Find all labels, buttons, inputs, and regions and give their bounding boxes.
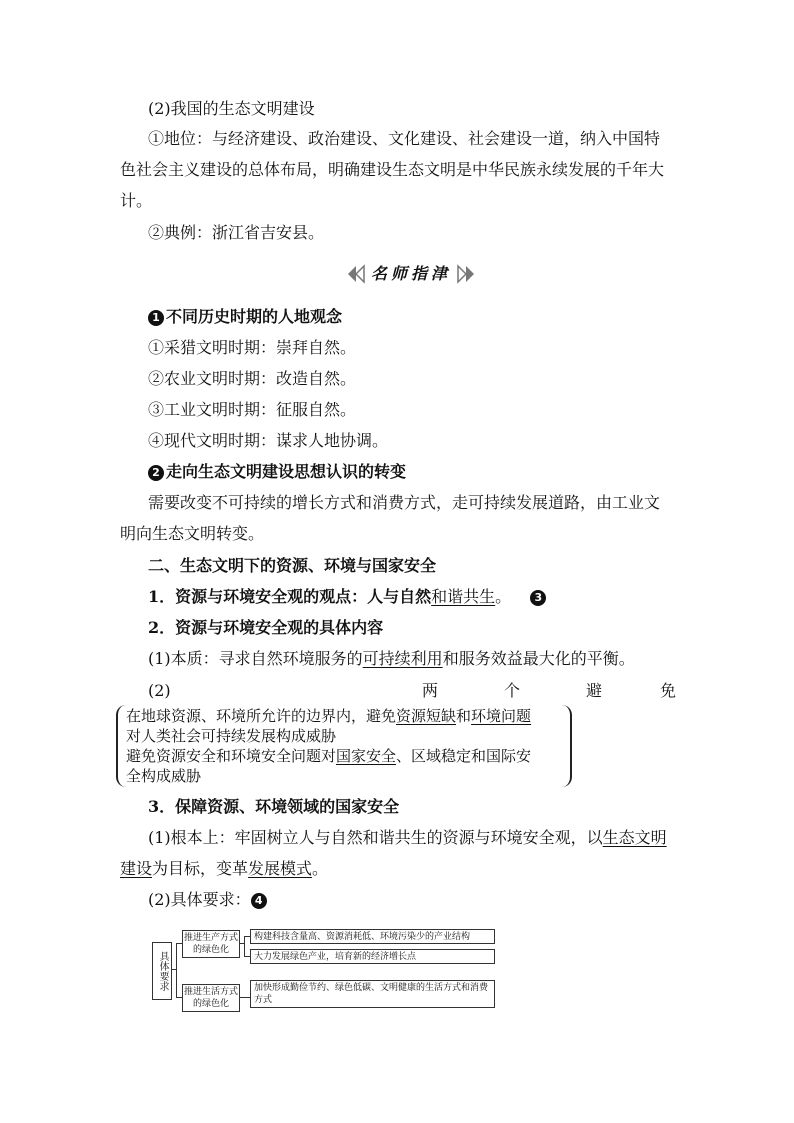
point-3-1-underline: 生态文明 — [602, 828, 667, 847]
tip2-line-1: 需要改变不可持续的增长方式和消费方式，走可持续发展道路，由工业文 — [148, 493, 661, 512]
point-3-1-suffix: 。 — [312, 859, 329, 878]
point-1-underline: 和谐共生 — [431, 587, 496, 606]
brace-text: 在地球资源、环境所允许的边界内，避免 — [126, 707, 397, 725]
point-2-1-suffix: 和服务效益最大化的平衡。 — [442, 649, 635, 668]
tip1-title: 不同历史时期的人地观念 — [166, 307, 343, 326]
brace-text: 避免资源安全和环境安全问题对 — [126, 747, 337, 765]
brace-text: 、区域稳定和国际安 — [396, 747, 532, 765]
requirements-diagram — [152, 928, 497, 1008]
status-line-2: 色社会主义建设的总体布局，明确建设生态文明是中华民族永续发展的千年大 — [120, 160, 665, 179]
brace-line-1 — [126, 706, 531, 726]
status-line-3: 计。 — [120, 191, 153, 210]
point-3-2-text: (2)具体要求： — [148, 890, 251, 909]
diagram-connector — [176, 943, 177, 998]
brace-underline: 环境问题 — [471, 707, 532, 725]
tip2-heading — [148, 461, 406, 483]
tip1-heading — [148, 306, 342, 328]
part2-title: 二、生态文明下的资源、环境与国家安全 — [148, 556, 437, 575]
tip1-item: ①采猎文明时期：崇拜自然。 — [148, 338, 357, 357]
point-3-1-mid: 为目标，变革 — [152, 859, 249, 878]
diagram-connector — [239, 997, 250, 998]
tip1-item: ②农业文明时期：改造自然。 — [148, 369, 357, 388]
teacher-tips-banner — [346, 262, 476, 286]
brace-line-2: 对人类社会可持续发展构成威胁 — [126, 727, 337, 745]
point-2-title: 2．资源与环境安全观的具体内容 — [148, 618, 384, 637]
tip1-item: ④现代文明时期：谋求人地协调。 — [148, 431, 389, 450]
point-1-prefix: 1．资源与环境安全观的观点：人与自然 — [148, 587, 432, 606]
example-line: ②典例：浙江省吉安县。 — [148, 223, 325, 242]
point-3-title: 3．保障资源、环境领域的国家安全 — [148, 797, 400, 816]
diagram-item: 大力发展绿色产业，培育新的经济增长点 — [250, 949, 495, 964]
point-3-2 — [148, 889, 269, 911]
two-avoid-char: 免 — [660, 681, 677, 700]
brace-line-3 — [126, 746, 531, 766]
diagram-item: 加快形成勤俭节约、绿色低碳、文明健康的生活方式和消费方式 — [250, 980, 495, 1008]
point-2-1-underline: 可持续利用 — [362, 649, 443, 668]
diagram-root-box: 具体要求 — [152, 942, 172, 1000]
point-3-1-line-2 — [120, 858, 328, 880]
point-3-1-underline: 发展模式 — [248, 859, 313, 878]
status-line-1: ①地位：与经济建设、政治建设、文化建设、社会建设一道，纳入中国特 — [148, 129, 661, 148]
banner-title: 名师指津 — [370, 264, 451, 283]
point-3-1-prefix: (1)根本上：牢固树立人与自然和谐共生的资源与环境安全观，以 — [148, 828, 603, 847]
number-badge-4: 4 — [251, 893, 267, 909]
brace-underline: 国家安全 — [336, 747, 397, 765]
point-3-1-line-1 — [148, 827, 667, 849]
brace-text: 和 — [456, 707, 472, 725]
two-avoid-char: 个 — [504, 681, 521, 700]
brace-line-4: 全构成威胁 — [126, 767, 202, 785]
point-2-1 — [148, 648, 635, 670]
diagram-branch-production: 推进生产方式的绿色化 — [182, 930, 240, 958]
number-badge-2: 2 — [148, 465, 164, 481]
number-badge-1: 1 — [148, 310, 164, 326]
two-avoid-char: 两 — [422, 681, 439, 700]
tip1-item: ③工业文明时期：征服自然。 — [148, 400, 357, 419]
number-badge-3: 3 — [530, 590, 546, 606]
point-3-1-underline: 建设 — [120, 859, 153, 878]
brace-underline: 资源短缺 — [396, 707, 457, 725]
section-title-eco-construction: (2)我国的生态文明建设 — [148, 99, 315, 118]
diagram-connector — [244, 936, 245, 957]
point-1-suffix: 。 — [495, 587, 512, 606]
two-avoid-line — [120, 680, 676, 702]
tip2-title: 走向生态文明建设思想认识的转变 — [166, 462, 407, 481]
two-avoid-char: 避 — [586, 681, 603, 700]
point-2-1-prefix: (1)本质：寻求自然环境服务的 — [148, 649, 363, 668]
diagram-branch-lifestyle: 推进生活方式的绿色化 — [182, 984, 240, 1012]
two-avoid-num: (2) — [148, 681, 171, 700]
tip2-line-2: 明向生态文明转变。 — [120, 524, 265, 543]
point-1 — [148, 586, 548, 608]
diagram-item: 构建科技含量高、资源消耗低、环境污染少的产业结构 — [250, 929, 495, 944]
